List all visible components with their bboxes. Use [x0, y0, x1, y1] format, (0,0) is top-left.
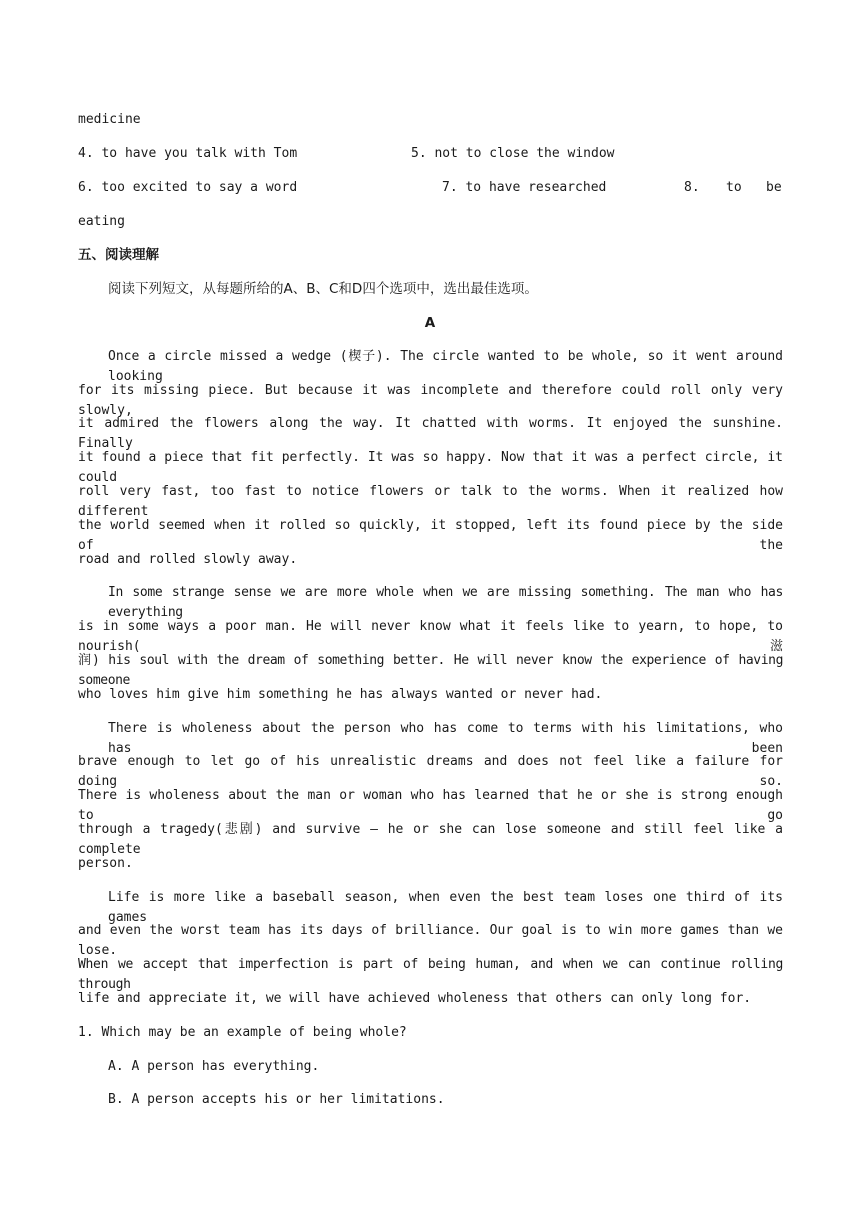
passage-line: is in some ways a poor man. He will never know what it feels like to yearn, to hope, to nourish(滋	[78, 619, 783, 654]
passage-line: it found a piece that fit perfectly. It was so happy. Now that it was a perfect circle, it could	[78, 450, 783, 485]
passage-line: through a tragedy(悲剧) and survive — he or she can lose someone and still feel like a complete	[78, 822, 783, 857]
passage-line: roll very fast, too fast to notice flowers or talk to the worms. When it realized how different	[78, 484, 783, 519]
section-instruction: 阅读下列短文，从每题所给的A、B、C和D四个选项中，选出最佳选项。	[108, 281, 538, 297]
answer-7: 7. to have researched	[442, 180, 607, 195]
answer-8-word-be: be	[766, 180, 782, 195]
question-option-b: B. A person accepts his or her limitations.	[108, 1092, 445, 1107]
section-heading: 五、阅读理解	[78, 247, 159, 263]
answer-line-medicine: medicine	[78, 112, 141, 127]
answer-8-continued: eating	[78, 214, 125, 229]
answer-5: 5. not to close the window	[411, 146, 615, 161]
passage-line: it admired the flowers along the way. It chatted with worms. It enjoyed the sunshine. Finally	[78, 416, 783, 451]
passage-label: A	[424, 315, 436, 331]
passage-line: Once a circle missed a wedge (楔子). The circle wanted to be whole, so it went around looking	[108, 349, 783, 384]
passage-line: There is wholeness about the person who has come to terms with his limitations, who has been	[108, 721, 783, 756]
passage-line: life and appreciate it, we will have achieved wholeness that others can only long for.	[78, 991, 752, 1006]
answer-8-number: 8.	[684, 180, 700, 195]
passage-line: brave enough to let go of his unrealistic dreams and does not feel like a failure for doing so.	[78, 754, 783, 789]
passage-line: 润) his soul with the dream of something better. He will never know the experience of having someone	[78, 653, 783, 688]
passage-line: When we accept that imperfection is part of being human, and when we can continue rolling through	[78, 957, 783, 992]
passage-line: road and rolled slowly away.	[78, 552, 298, 567]
question-stem: 1. Which may be an example of being whole?	[78, 1025, 407, 1040]
passage-line: person.	[78, 856, 133, 871]
passage-line: There is wholeness about the man or woman who has learned that he or she is strong enough to go	[78, 788, 783, 823]
answer-6: 6. too excited to say a word	[78, 180, 298, 195]
passage-line: who loves him give him something he has always wanted or never had.	[78, 687, 603, 702]
passage-line: In some strange sense we are more whole when we are missing something. The man who has everything	[108, 585, 783, 620]
passage-line: for its missing piece. But because it was incomplete and therefore could roll only very slowly,	[78, 383, 783, 418]
question-option-a: A. A person has everything.	[108, 1059, 320, 1074]
passage-line: the world seemed when it rolled so quickly, it stopped, left its found piece by the side of the	[78, 518, 783, 553]
passage-line: and even the worst team has its days of brilliance. Our goal is to win more games than we lose.	[78, 923, 783, 958]
passage-line: Life is more like a baseball season, when even the best team loses one third of its games	[108, 890, 783, 925]
answer-8-word-to: to	[726, 180, 742, 195]
answer-4: 4. to have you talk with Tom	[78, 146, 298, 161]
